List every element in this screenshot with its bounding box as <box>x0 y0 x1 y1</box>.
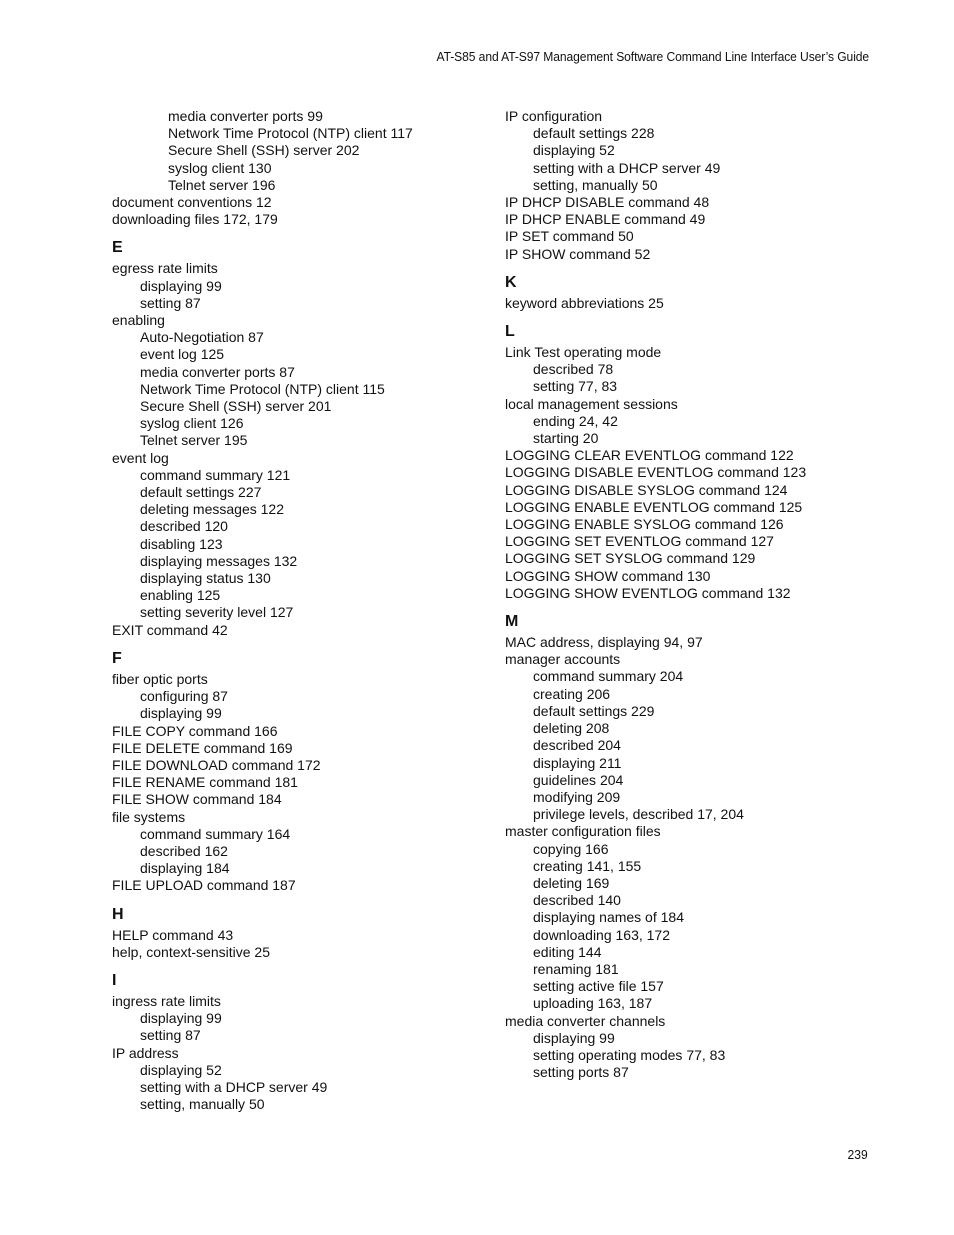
index-subentry: setting, manually 50 <box>140 1096 265 1113</box>
index-entry: LOGGING DISABLE SYSLOG command 124 <box>505 481 788 498</box>
index-entry: media converter channels <box>505 1012 666 1029</box>
index-subentry: setting with a DHCP server 49 <box>140 1078 328 1095</box>
index-entry: FILE COPY command 166 <box>112 722 278 739</box>
index-subentry: Secure Shell (SSH) server 201 <box>140 398 332 415</box>
index-subentry: renaming 181 <box>533 960 619 977</box>
index-entry: help, context-sensitive 25 <box>112 943 270 960</box>
index-entry: LOGGING CLEAR EVENTLOG command 122 <box>505 447 794 464</box>
index-entry: IP DHCP DISABLE command 48 <box>505 194 710 211</box>
index-subentry: Secure Shell (SSH) server 202 <box>168 142 360 159</box>
index-subentry: guidelines 204 <box>533 771 624 788</box>
index-entry: IP DHCP ENABLE command 49 <box>505 211 706 228</box>
index-entry: IP SHOW command 52 <box>505 245 651 262</box>
index-subentry: editing 144 <box>533 943 602 960</box>
index-subentry: Telnet server 195 <box>140 432 248 449</box>
index-subentry: enabling 125 <box>140 587 221 604</box>
index-entry: IP address <box>112 1044 179 1061</box>
index-subentry: modifying 209 <box>533 788 621 805</box>
index-subentry: described 120 <box>140 518 228 535</box>
index-entry: LOGGING DISABLE EVENTLOG command 123 <box>505 464 807 481</box>
index-subentry: command summary 164 <box>140 825 291 842</box>
index-subentry: deleting 169 <box>533 874 610 891</box>
index-subentry: Telnet server 196 <box>168 176 276 193</box>
index-subentry: ending 24, 42 <box>533 412 618 429</box>
index-subentry: setting 77, 83 <box>533 378 618 395</box>
index-entry: LOGGING ENABLE EVENTLOG command 125 <box>505 498 803 515</box>
index-entry: egress rate limits <box>112 260 218 277</box>
index-subentry: creating 141, 155 <box>533 857 642 874</box>
index-subentry: default settings 229 <box>533 702 655 719</box>
index-subentry: deleting 208 <box>533 720 610 737</box>
index-entry: Link Test operating mode <box>505 344 662 361</box>
index-subentry: syslog client 130 <box>168 159 272 176</box>
index-entry: FILE UPLOAD command 187 <box>112 877 296 894</box>
index-subentry: setting severity level 127 <box>140 604 294 621</box>
index-entry: master configuration files <box>505 823 661 840</box>
index-subentry: setting active file 157 <box>533 978 664 995</box>
index-subentry: downloading 163, 172 <box>533 926 671 943</box>
index-subentry: creating 206 <box>533 685 611 702</box>
index-subentry: displaying 184 <box>140 860 230 877</box>
index-entry: EXIT command 42 <box>112 621 228 638</box>
index-subentry: Auto-Negotiation 87 <box>140 329 264 346</box>
index-column-right <box>505 108 885 1081</box>
index-entry: FILE DOWNLOAD command 172 <box>112 756 321 773</box>
index-entry: FILE DELETE command 169 <box>112 739 293 756</box>
index-subentry: setting ports 87 <box>533 1064 629 1081</box>
index-subentry: displaying 99 <box>140 705 222 722</box>
index-subentry: displaying status 130 <box>140 570 271 587</box>
index-entry: local management sessions <box>505 395 678 412</box>
index-subentry: described 162 <box>140 842 228 859</box>
index-entry: FILE RENAME command 181 <box>112 774 298 791</box>
index-subentry: default settings 227 <box>140 484 262 501</box>
index-entry: keyword abbreviations 25 <box>505 294 664 311</box>
index-entry: manager accounts <box>505 651 621 668</box>
index-subentry: default settings 228 <box>533 125 655 142</box>
index-column-left <box>112 108 482 1113</box>
index-subentry: setting 87 <box>140 1027 201 1044</box>
index-entry: ingress rate limits <box>112 992 221 1009</box>
index-entry: LOGGING SET SYSLOG command 129 <box>505 550 756 567</box>
index-subentry: displaying names of 184 <box>533 909 684 926</box>
index-subentry: deleting messages 122 <box>140 501 284 518</box>
index-entry: IP SET command 50 <box>505 228 634 245</box>
index-section-letter: M <box>505 613 519 631</box>
index-subentry: event log 125 <box>140 346 225 363</box>
index-subentry: displaying 52 <box>533 142 615 159</box>
index-section-letter: K <box>505 273 517 291</box>
page-number: 239 <box>847 1147 868 1162</box>
index-subentry: displaying 211 <box>533 754 622 771</box>
index-entry: IP configuration <box>505 108 603 124</box>
index-subentry: described 204 <box>533 737 621 754</box>
index-subentry: displaying messages 132 <box>140 552 298 569</box>
index-subentry: displaying 99 <box>533 1029 615 1046</box>
index-entry: event log <box>112 449 169 466</box>
index-subentry: copying 166 <box>533 840 609 857</box>
index-subentry: media converter ports 87 <box>140 363 295 380</box>
index-subentry: described 140 <box>533 892 621 909</box>
index-subentry: command summary 121 <box>140 466 291 483</box>
index-subentry: starting 20 <box>533 430 599 447</box>
index-entry: MAC address, displaying 94, 97 <box>505 634 703 651</box>
index-section-letter: F <box>112 649 122 667</box>
running-header: AT-S85 and AT-S97 Management Software Command Line Interface User’s Guide <box>436 49 869 64</box>
index-subentry: setting operating modes 77, 83 <box>533 1046 726 1063</box>
index-section-letter: L <box>505 323 515 341</box>
index-subentry: setting, manually 50 <box>533 176 658 193</box>
index-entry: file systems <box>112 808 186 825</box>
index-subentry: uploading 163, 187 <box>533 995 653 1012</box>
index-subentry: privilege levels, described 17, 204 <box>533 806 744 823</box>
index-subentry: syslog client 126 <box>140 415 244 432</box>
index-entry: LOGGING ENABLE SYSLOG command 126 <box>505 516 784 533</box>
index-subentry: setting 87 <box>140 294 201 311</box>
index-subentry: disabling 123 <box>140 535 223 552</box>
index-subentry: displaying 99 <box>140 1010 222 1027</box>
index-entry: document conventions 12 <box>112 194 272 211</box>
index-subentry: setting with a DHCP server 49 <box>533 159 721 176</box>
index-subentry: Network Time Protocol (NTP) client 117 <box>168 125 413 142</box>
index-section-letter: I <box>112 971 117 989</box>
index-entry: LOGGING SHOW command 130 <box>505 567 711 584</box>
index-subentry: displaying 99 <box>140 277 222 294</box>
index-entry: FILE SHOW command 184 <box>112 791 282 808</box>
index-entry: enabling <box>112 312 165 329</box>
index-section-letter: H <box>112 905 124 923</box>
index-subentry: Network Time Protocol (NTP) client 115 <box>140 380 385 397</box>
index-entry: downloading files 172, 179 <box>112 211 278 228</box>
index-subentry: media converter ports 99 <box>168 108 323 124</box>
index-subentry: described 78 <box>533 361 614 378</box>
index-entry: LOGGING SET EVENTLOG command 127 <box>505 533 774 550</box>
index-subentry: configuring 87 <box>140 688 228 705</box>
index-entry: LOGGING SHOW EVENTLOG command 132 <box>505 584 791 601</box>
index-entry: HELP command 43 <box>112 926 234 943</box>
index-subentry: displaying 52 <box>140 1061 222 1078</box>
index-entry: fiber optic ports <box>112 670 208 687</box>
index-subentry: command summary 204 <box>533 668 684 685</box>
index-section-letter: E <box>112 239 123 257</box>
